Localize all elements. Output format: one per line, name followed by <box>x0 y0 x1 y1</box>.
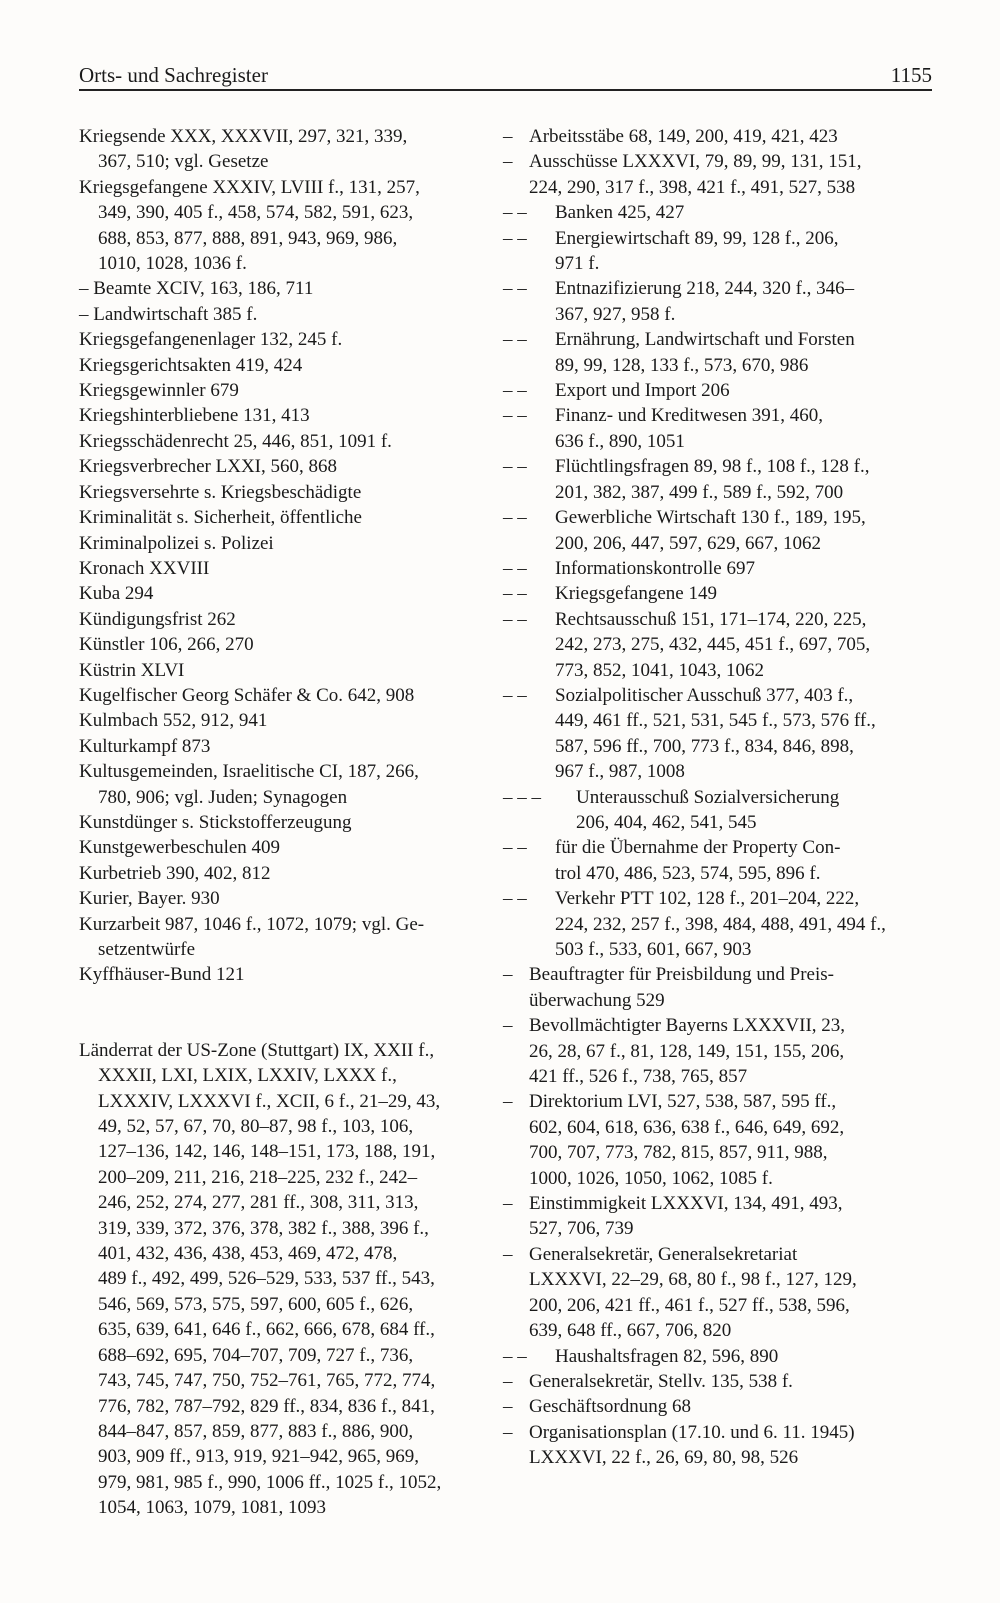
subentry-text: Direktorium LVI, 527, 538, 587, 595 ff., 602, 604, 618, 636, 638 f., 646, 649, 692, 700, 707, 773, 782, 815, 857, 911, 988, 1000, 1026, 1050, 1062, 1085 f. <box>529 1091 845 1189</box>
index-subentry <box>503 1394 933 1419</box>
index-column-left <box>79 124 484 1521</box>
index-entry: Kurier, Bayer. 930 <box>79 888 220 910</box>
subentry-text: Verkehr PTT 102, 128 f., 201–204, 222, 224, 232, 257 f., 398, 484, 488, 491, 494 f., 503 f., 533, 601, 667, 903 <box>555 888 886 960</box>
index-subentry <box>503 1420 933 1471</box>
subentry-dashes: – <box>503 1091 513 1113</box>
subentry-text: Generalsekretär, Stellv. 135, 538 f. <box>529 1370 793 1392</box>
index-entry: Kriegsgefangenenlager 132, 245 f. <box>79 329 343 351</box>
index-entry: Kugelfischer Georg Schäfer & Co. 642, 908 <box>79 684 415 706</box>
subentry-text: Energiewirtschaft 89, 99, 128 f., 206, 971 f. <box>555 227 839 275</box>
subentry-text: Arbeitsstäbe 68, 149, 200, 419, 421, 423 <box>529 126 838 147</box>
index-subentry <box>503 505 933 556</box>
subentry-dashes: – <box>503 151 513 173</box>
index-entry: Kriegsgerichtsakten 419, 424 <box>79 354 303 376</box>
subentry-dashes: – <box>503 1421 513 1443</box>
subentry-dashes: – – <box>503 202 527 224</box>
index-subentry <box>503 581 933 606</box>
index-block-k <box>79 124 484 988</box>
index-entry: – Beamte XCIV, 163, 186, 711 <box>79 278 314 300</box>
subentry-dashes: – <box>503 1370 513 1392</box>
index-subentry <box>503 1089 933 1191</box>
subentry-text: Ausschüsse LXXXVI, 79, 89, 99, 131, 151, 224, 290, 317 f., 398, 421 f., 491, 527, 538 <box>529 151 862 198</box>
subentry-text: Banken 425, 427 <box>555 202 685 224</box>
subentry-text: Beauftragter für Preisbildung und Preis- überwachung 529 <box>529 964 834 1011</box>
index-subentry <box>503 886 933 962</box>
subentry-dashes: – – – <box>503 786 541 808</box>
index-entry: Kriminalpolizei s. Polizei <box>79 532 274 554</box>
subentry-dashes: – <box>503 1015 513 1037</box>
index-entry: Kyffhäuser-Bund 121 <box>79 964 245 986</box>
page-header <box>79 56 932 88</box>
index-entry: Künstler 106, 266, 270 <box>79 634 254 656</box>
subentry-dashes: – – <box>503 227 527 249</box>
subentry-text: Haushaltsfragen 82, 596, 890 <box>555 1345 779 1367</box>
subentry-text: Export und Import 206 <box>555 380 730 402</box>
index-entry: Kulmbach 552, 912, 941 <box>79 710 268 732</box>
index-entry: Kultusgemeinden, Israelitische CI, 187, 266, 780, 906; vgl. Juden; Synagogen <box>79 761 419 808</box>
subentry-text: Generalsekretär, Generalsekretariat LXXXVI, 22–29, 68, 80 f., 98 f., 127, 129, 200, 206, 421 ff., 461 f., 527 ff., 538, 596, 639, 648 ff., 667, 706, 820 <box>529 1243 857 1342</box>
subentry-text: Geschäftsordnung 68 <box>529 1396 691 1418</box>
index-entry: Kunstgewerbeschulen 409 <box>79 837 281 859</box>
index-subentry <box>503 1013 933 1089</box>
index-subentry <box>503 962 933 1013</box>
index-subentry <box>503 454 933 505</box>
subentry-text: Unterausschuß Sozialversicherung 206, 404, 462, 541, 545 <box>576 786 840 833</box>
subentry-text: Sozialpolitischer Ausschuß 377, 403 f., 449, 461 ff., 521, 531, 545 f., 573, 576 ff., 587, 596 ff., 700, 773 f., 834, 846, 898, 967 f., 987, 1008 <box>555 684 876 783</box>
subentry-dashes: – – <box>503 278 527 300</box>
subentry-dashes: – – <box>503 380 527 402</box>
subentry-dashes: – – <box>503 405 527 427</box>
index-entry: Kronach XXVIII <box>79 557 210 579</box>
subentry-dashes: – – <box>503 557 527 579</box>
subentry-text: Einstimmigkeit LXXXVI, 134, 491, 493, 527, 706, 739 <box>529 1193 843 1240</box>
index-subentry <box>503 200 933 225</box>
index-entry: Kriegsende XXX, XXXVII, 297, 321, 339, 367, 510; vgl. Gesetze <box>79 126 408 173</box>
index-subentry <box>503 124 933 149</box>
index-entry: Kriegsversehrte s. Kriegsbeschädigte <box>79 481 362 503</box>
index-subentry <box>503 556 933 581</box>
index-entry: – Landwirtschaft 385 f. <box>79 303 258 325</box>
subentry-text: Entnazifizierung 218, 244, 320 f., 346– 367, 927, 958 f. <box>555 278 855 325</box>
subentry-text: Ernährung, Landwirtschaft und Forsten 89, 99, 128, 133 f., 573, 670, 986 <box>555 329 855 376</box>
subentry-text: Rechtsausschuß 151, 171–174, 220, 225, 242, 273, 275, 432, 445, 451 f., 697, 705, 773, 852, 1041, 1043, 1062 <box>555 608 871 681</box>
index-subentry <box>503 403 933 454</box>
subentry-text: Informationskontrolle 697 <box>555 557 755 579</box>
index-entry: Kriminalität s. Sicherheit, öffentliche <box>79 507 362 529</box>
subentry-text: Gewerbliche Wirtschaft 130 f., 189, 195, 200, 206, 447, 597, 629, 667, 1062 <box>555 507 866 554</box>
index-subentry <box>503 1369 933 1394</box>
index-entry: Kriegsgewinnler 679 <box>79 380 239 402</box>
subentry-dashes: – <box>503 1396 513 1418</box>
index-column-right <box>503 124 933 1471</box>
index-subentry <box>503 1242 933 1344</box>
subentry-dashes: – – <box>503 837 527 859</box>
subentry-dashes: – <box>503 1193 513 1215</box>
index-entry: Kündigungsfrist 262 <box>79 608 236 630</box>
subentry-dashes: – – <box>503 329 527 351</box>
subentry-dashes: – – <box>503 507 527 529</box>
index-entry: Küstrin XLVI <box>79 659 185 681</box>
subentry-text: Flüchtlingsfragen 89, 98 f., 108 f., 128 f., 201, 382, 387, 499 f., 589 f., 592, 700 <box>555 456 870 503</box>
subentry-dashes: – <box>503 126 513 147</box>
subentry-dashes: – – <box>503 684 527 706</box>
index-entry: Kriegsgefangene XXXIV, LVIII f., 131, 257, 349, 390, 405 f., 458, 574, 582, 591, 623, 688, 853, 877, 888, 891, 943, 969, 986, 1010, 1028, 1036 f. <box>79 176 420 275</box>
index-subentry <box>503 683 933 785</box>
subentry-text: Finanz- und Kreditwesen 391, 460, 636 f., 890, 1051 <box>555 405 824 452</box>
index-subentry <box>503 1344 933 1369</box>
index-subentry <box>503 226 933 277</box>
index-subentry <box>503 785 933 836</box>
subentry-dashes: – <box>503 1243 513 1265</box>
index-entry: Kuba 294 <box>79 583 154 605</box>
index-entry: Kriegshinterbliebene 131, 413 <box>79 405 310 427</box>
index-entry: Kulturkampf 873 <box>79 735 211 757</box>
subentry-text: für die Übernahme der Property Con- trol 470, 486, 523, 574, 595, 896 f. <box>555 837 841 884</box>
page-number: 1155 <box>890 63 932 87</box>
subentry-dashes: – – <box>503 1345 527 1367</box>
running-title: Orts- und Sachregister <box>79 63 268 87</box>
index-entry: Kunstdünger s. Stickstofferzeugung <box>79 811 352 833</box>
subentry-text: Bevollmächtigter Bayerns LXXXVII, 23, 26, 28, 67 f., 81, 128, 149, 151, 155, 206, 421 ff., 526 f., 738, 765, 857 <box>529 1015 846 1088</box>
index-block-l <box>79 1038 484 1521</box>
subentry-text: Organisationsplan (17.10. und 6. 11. 1945) LXXXVI, 22 f., 26, 69, 80, 98, 526 <box>529 1421 855 1469</box>
subentry-dashes: – – <box>503 583 527 605</box>
index-block-laenderrat-sub <box>503 124 933 1471</box>
index-subentry <box>503 835 933 886</box>
index-subentry <box>503 607 933 683</box>
subentry-text: Kriegsgefangene 149 <box>555 583 717 605</box>
index-entry: Kurzarbeit 987, 1046 f., 1072, 1079; vgl. Ge- setzentwürfe <box>79 913 425 960</box>
header-rule <box>79 89 932 91</box>
subentry-dashes: – – <box>503 888 527 910</box>
index-entry: Länderrat der US-Zone (Stuttgart) IX, XXII f., XXXII, LXI, LXIX, LXXIV, LXXX f., LXXXIV, LXXXVI f., XCII, 6 f., 21–29, 43, 49, 52, 57, 67, 70, 80–87, 98 f., 103, 106, 127–136, 142, 146, 148–151, 173, 188, 191, 200–209, 211, 216, 218–225, 232 f., 242– 246, 252, 274, 277, 281 ff., 308, 311, 313, 319, 339, 372, 376, 378, 382 f., 388, 396 f., 401, 432, 436, 438, 453, 469, 472, 478, 489 f., 492, 499, 526–529, 533, 537 ff., 543, 546, 569, 573, 575, 597, 600, 605 f., 626, 635, 639, 641, 646 f., 662, 666, 678, 684 ff., 688–692, 695, 704–707, 709, 727 f., 736, 743, 745, 747, 750, 752–761, 765, 772, 774, 776, 782, 787–792, 829 ff., 834, 836 f., 841, 844–847, 857, 859, 877, 883 f., 886, 900, 903, 909 ff., 913, 919, 921–942, 965, 969, 979, 981, 985 f., 990, 1006 ff., 1025 f., 1052, 1054, 1063, 1079, 1081, 1093 <box>79 1039 442 1519</box>
index-entry: Kurbetrieb 390, 402, 812 <box>79 862 271 884</box>
index-subentry <box>503 276 933 327</box>
index-subentry <box>503 149 933 200</box>
index-subentry <box>503 1191 933 1242</box>
index-entry: Kriegsverbrecher LXXI, 560, 868 <box>79 456 337 478</box>
subentry-dashes: – – <box>503 608 527 630</box>
index-subentry <box>503 327 933 378</box>
subentry-dashes: – – <box>503 456 527 478</box>
subentry-dashes: – <box>503 964 513 986</box>
index-entry: Kriegsschädenrecht 25, 446, 851, 1091 f. <box>79 430 392 452</box>
index-subentry <box>503 378 933 403</box>
section-gap <box>79 988 484 1038</box>
